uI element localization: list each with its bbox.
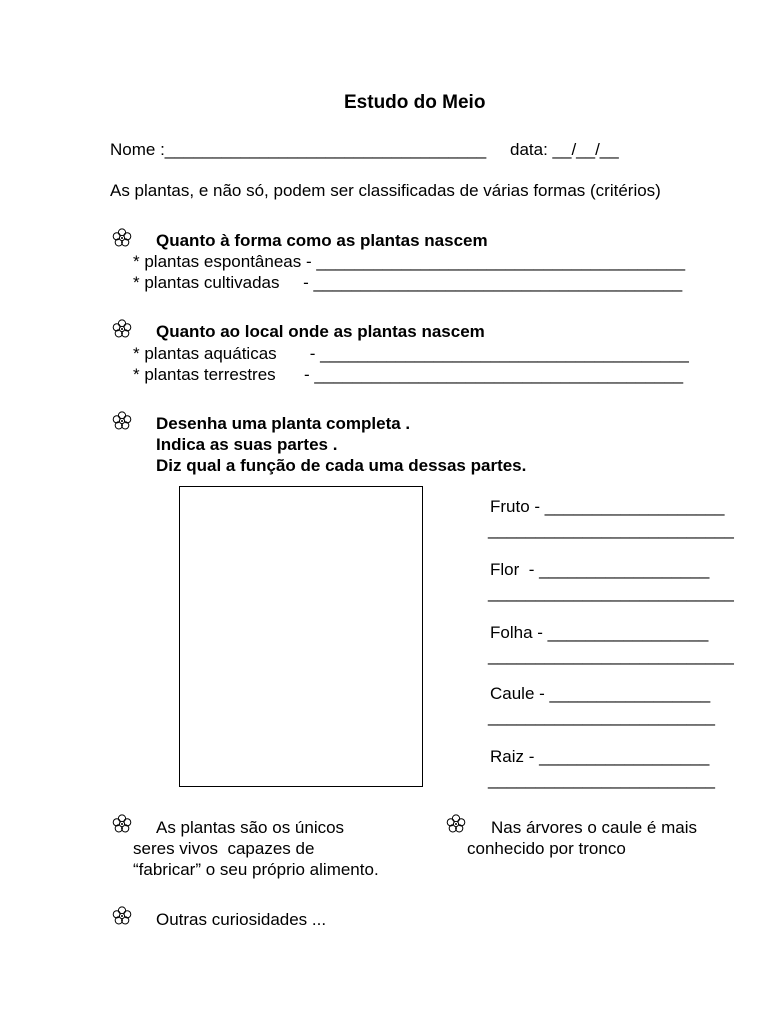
part-fruto: Fruto - ___________________ — [490, 497, 725, 516]
part-caule-extra-line: ________________________ — [488, 707, 715, 726]
intro-text: As plantas, e não só, podem ser classificadas de várias formas (critérios) — [110, 181, 661, 200]
section3-line3: Diz qual a função de cada uma dessas partes. — [156, 456, 527, 475]
part-flor-extra-line: __________________________ — [488, 583, 734, 602]
fact1-line3: “fabricar” o seu próprio alimento. — [133, 860, 379, 879]
flower-bullet-icon — [111, 318, 133, 340]
section2-item-terrestrial: * plantas terrestres - _______________________________________ — [133, 365, 684, 384]
part-fruto-extra-line: __________________________ — [488, 520, 734, 539]
section2-heading: Quanto ao local onde as plantas nascem — [156, 322, 485, 341]
section2-item-aquatic: * plantas aquáticas - _______________________________________ — [133, 344, 689, 363]
flower-bullet-icon — [445, 813, 467, 835]
flower-bullet-icon — [111, 813, 133, 835]
flower-bullet-icon — [111, 905, 133, 927]
section1-item-cultivated: * plantas cultivadas - _______________________________________ — [133, 273, 683, 292]
part-raiz: Raiz - __________________ — [490, 747, 710, 766]
section1-item-spontaneous: * plantas espontâneas - _______________________________________ — [133, 252, 686, 271]
worksheet-title: Estudo do Meio — [344, 92, 486, 113]
other-curiosities: Outras curiosidades ... — [156, 910, 327, 929]
name-field-line: Nome :__________________________________ — [110, 140, 487, 159]
part-folha-extra-line: __________________________ — [488, 646, 734, 665]
fact1-line2: seres vivos capazes de — [133, 839, 315, 858]
fact2-line2: conhecido por tronco — [467, 839, 626, 858]
flower-bullet-icon — [111, 227, 133, 249]
section3-line1: Desenha uma planta completa . — [156, 414, 411, 433]
drawing-box[interactable] — [179, 486, 423, 787]
fact2-line1: Nas árvores o caule é mais — [491, 818, 697, 837]
part-caule: Caule - _________________ — [490, 684, 711, 703]
part-flor: Flor - __________________ — [490, 560, 710, 579]
part-raiz-extra-line: ________________________ — [488, 770, 715, 789]
part-folha: Folha - _________________ — [490, 623, 709, 642]
date-field-line: data: __/__/__ — [510, 140, 619, 159]
fact1-line1: As plantas são os únicos — [156, 818, 345, 837]
flower-bullet-icon — [111, 410, 133, 432]
section1-heading: Quanto à forma como as plantas nascem — [156, 231, 488, 250]
section3-line2: Indica as suas partes . — [156, 435, 338, 454]
